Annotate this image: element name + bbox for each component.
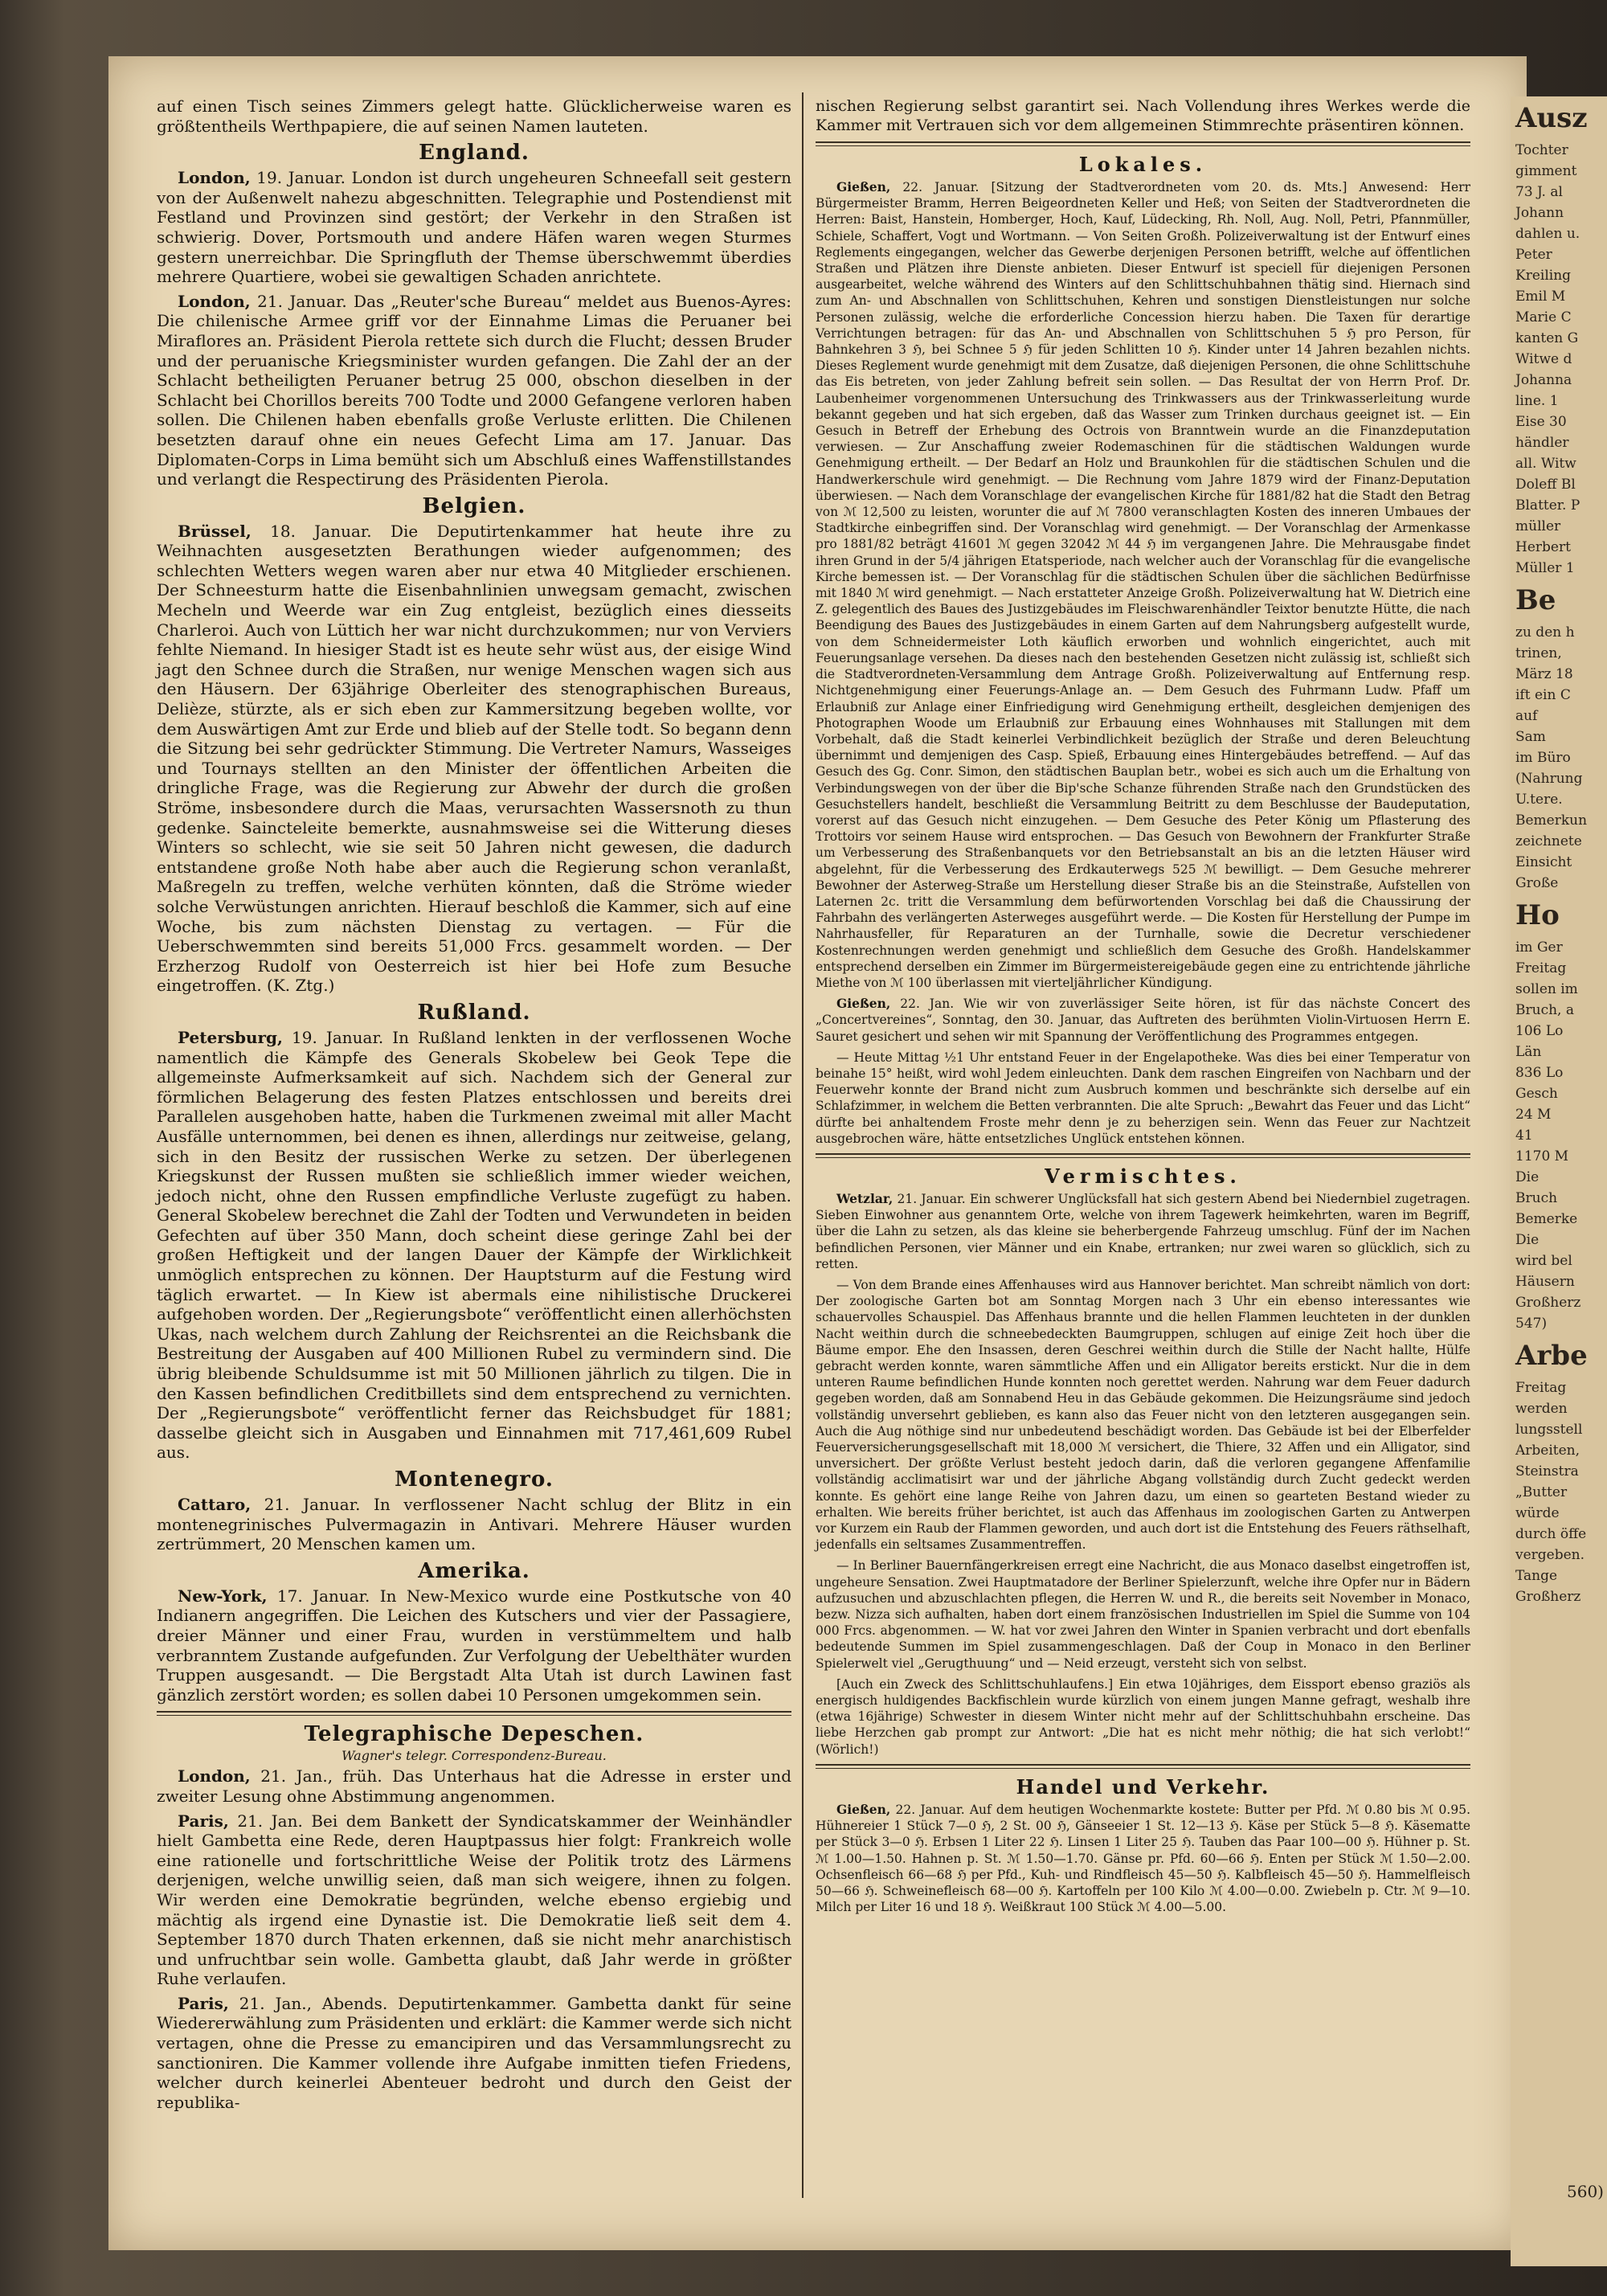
edge-text-fragment: Johann [1515,205,1564,221]
edge-text-fragment: Arbe [1515,1340,1588,1372]
article-text: 22. Jan. Wie wir von zuverlässiger Seite hören, ist für das nächste Concert des „Concertvereines“, Sonntag, den 30. Januar, das Auftreten des berühmten Violin-Virtuosen Herrn E. Sauret gesichert und sehen wir mit Spannung der Veröffentlichung des Programmes entgegen. [816,997,1470,1044]
edge-text-fragment: dahlen u. [1515,226,1580,242]
dateline-place: Gießen, [836,1801,891,1817]
edge-text-fragment: 1170 M [1515,1148,1569,1164]
edge-text-fragment: Bruch [1515,1190,1558,1206]
edge-text-fragment: ift ein C [1515,687,1571,703]
edge-text-fragment: all. Witw [1515,456,1576,472]
edge-text-fragment: lungsstell [1515,1422,1583,1438]
edge-text-fragment: Herbert [1515,539,1571,555]
article-bruessel [157,522,791,996]
section-rule [816,141,1470,146]
edge-text-fragment: 24 M [1515,1107,1552,1123]
article-text: 21. Jan. Bei dem Bankett der Syndicatskammer der Weinhändler hielt Gambetta eine Rede, deren Hauptpassus hier folgt: Frankreich wolle eine rationelle und fortschrittliche Weise der Politik trotz des Lärmens derjenigen, welche unwillig seien, daß man sich weigere, ihnen zu folgen. Wir werden eine Demokratie begründen, welche ebenso ergiebig und mächtig als irgend eine Dynastie ist. Die Demokratie ließ seit dem 4. September 1870 durch Thaten erkennen, daß sie nicht mehr anarchistisch und unfruchtbar sein wolle. Gambetta glaubt, daß Jahr werde in größter Ruhe verlaufen. [157,1811,792,1989]
dateline-place: Brüssel, [178,521,251,541]
edge-text-fragment: zu den h [1515,624,1575,641]
edge-text-fragment: werden [1515,1401,1568,1417]
article-giessen-fire: — Heute Mittag ½1 Uhr entstand Feuer in der Engelapotheke. Was dies bei einer Temperatur von beinahe 15° heißt, wird wohl Jedem einleuchten. Dank dem raschen Eingreifen von Nachbarn und der Feuerwehr konnte der Brand nicht zum Ausbruch kommen und beschränkte sich derselbe auf ein Schlafzimmer, in welchem die Betten verbrannten. Die alte Spruch: „Bewahrt das Feuer und das Licht“ dürfte bei anhaltendem Froste mehr denn je zu beherzigen sein. Wenn das Feuer zur Nachtzeit ausgebrochen wäre, hätte entsetzliches Unglück entstehen können. [816,1050,1470,1146]
section-subheading: Wagner's telegr. Correspondenz-Bureau. [341,1748,607,1764]
section-rule [816,1153,1470,1158]
edge-text-fragment: Arbeiten, [1515,1443,1580,1459]
edge-text-fragment: müller [1515,518,1561,534]
section-rule [157,1711,791,1716]
edge-text-fragment: Großherz [1515,1295,1581,1311]
section-heading-vermischtes: Vermischtes. [1045,1164,1241,1188]
edge-text-fragment: (Nahrung [1515,771,1583,787]
article-text: 18. Januar. Die Deputirtenkammer hat heute ihre zu Weihnachten ausgesetzten Berathungen wieder aufgenommen; des schlechten Wetters wegen waren aber nur etwa 40 Mitglieder erschienen. Der Schneesturm hatte die Eisenbahnlinien unwegsam gemacht, zwischen Mecheln und Weerde war ein Zug entgleist, bezüglich eines diesseits Charleroi. Auch von Lüttich her war nicht durchzukommen; nur von Verviers fehlte Niemand. In hiesiger Stadt ist es heute sehr wüst aus, der eisige Wind jagt den Schnee durch die Straßen, nur wenige Menschen wagen sich aus den Häusern. Der 63jährige Oberleiter des stenographischen Bureaus, Delièze, stürzte, als er sich eben zur Kammersitzung begeben wollte, vor dem Auswärtigen Amt zur Erde und blieb auf der Stelle todt. So begann denn die Sitzung bei sehr gedrückter Stimmung. Die Vertreter Namurs, Wasseiges und Tournays stellten an den Minister der öffentlichen Arbeiten die dringliche Frage, was die Regierung zur Abwehr der durch die großen Ströme, insbesondere durch die Maas, verursachten Wassersnoth zu thun gedenke. Saincteleite bemerkte, ausnahmsweise sei die Witterung dieses Winters so schlecht, wie sie seit 50 Jahren nicht gewesen, die dadurch entstandene große Noth habe aber auch die Regierung schon veranlaßt, Maßregeln zu treffen, welche verhüten könnten, daß die Ströme wieder solche Verwüstungen anrichten. Hierauf beschloß die Kammer, sich auf eine Woche, bis zum nächsten Dienstag zu vertagen. — Für die Ueberschwemmten sind bereits 51,000 Frcs. gesammelt worden. — Der Erzherzog Rudolf von Oesterreich ist hier bei Hofe zum Besuche eingetroffen. (K. Ztg.) [157,521,792,996]
article-text: 21. Jan., früh. Das Unterhaus hat die Adresse in erster und zweiter Lesung ohne Abstimmung angenommen. [157,1766,791,1806]
article-cattaro [157,1495,791,1554]
article-text: 21. Jan., Abends. Deputirtenkammer. Gambetta dankt für seine Wiedererwählung zum Präsidenten und erklärt: die Kammer werde sich nicht vertagen, ohne die Presse zu emancipiren und das Versammlungsrecht zu sanctioniren. Die Kammer vollende ihre Aufgabe inmitten tiefen Friedens, welcher durch keinerlei Abenteuer bedroht und durch den Geist der republika- [157,1993,792,2112]
edge-text-fragment: durch öffe [1515,1526,1587,1542]
edge-text-fragment: Emil M [1515,289,1566,305]
right-column [816,96,1470,1920]
left-column [157,96,791,2117]
section-rule [816,1764,1470,1769]
adjacent-page-edge [1511,96,1607,2266]
article-affenhaus: — Von dem Brande eines Affenhauses wird aus Hannover berichtet. Man schreibt nämlich von dort: Der zoologische Garten bot am Sonntag Morgen nach 3 Uhr ein ebenso interessantes wie schauervolles Schauspiel. Das Affenhaus brannte und die hellen Flammen leuchteten in der dunklen Nacht weithin durch die schneebedeckten Baumgruppen, schlugen auf einige Zeit hoch über die Bäume empor. Ehe den Insassen, deren Geschrei weithin durch die Stille der Nacht hallte, Hülfe gebracht werden konnte, waren sämmtliche Affen und ein Alligator bereits erstickt. Nur die in dem unteren Raume befindlichen Hunde konnten noch gerettet werden. Nahrung war dem Feuer dadurch gegeben worden, daß am Sonnabend Heu in das Gebäude gekommen. Die Heizungsräume sind jedoch vollständig unversehrt geblieben, es kann also das Feuer nicht von den letzteren ausgegangen sein. Auch die Aug nöthige sind nur unbedeutend beschädigt worden. Das Gebäude ist bei der Elberfelder Feuerversicherungsgesellschaft mit 18,000 ℳ versichert, die Thiere, 32 Affen und ein Alligator, sind unversichert. Der größte Verlust besteht jedoch darin, daß die verloren gegangene Affenfamilie vollständig acclimatisirt war und der jährliche Abgang vollständig durch Zucht gedeckt werden konnte. Es gehört eine lange Reihe von Jahren dazu, um einen so gearteten Bestand wieder zu erhalten. Wie bereits früher berichtet, ist auch das Affenhaus im zoologischen Garten zu Antwerpen vor Kurzem ein Raub der Flammen geworden, und auch dort ist die Entstehung des Feuers räthselhaft, jedenfalls ein seltsames Zusammentreffen. [816,1278,1470,1553]
edge-text-fragment: vergeben. [1515,1547,1585,1563]
edge-text-fragment: Bemerke [1515,1211,1578,1227]
section-heading-belgien: Belgien. [422,493,526,518]
article-market-prices [816,1802,1470,1915]
edge-text-fragment: Großherz [1515,1589,1581,1605]
section-heading-montenegro: Montenegro. [395,1467,554,1492]
edge-text-fragment: 836 Lo [1515,1065,1564,1081]
dateline-place: Gießen, [836,996,891,1012]
edge-text-fragment: Steinstra [1515,1463,1579,1480]
edge-text-fragment: Bruch, a [1515,1002,1574,1018]
article-petersburg [157,1028,791,1463]
edge-text-fragment: Häusern [1515,1274,1575,1290]
edge-text-fragment: kanten G [1515,330,1579,346]
article-text: 21. Januar. Ein schwerer Unglücksfall hat sich gestern Abend bei Niedernbiel zugetragen. Sieben Einwohner aus genanntem Orte, welche von ihrem Tagewerk heimkehrten, waren im Begriff, über die Lahn zu setzen, als das kleine sie beherbergende Fahrzeug umschlug. Fünf der im Nachen befindlichen Personen, vier Männer und ein Knabe, ertranken; nur zwei waren so glücklich, sich zu retten. [816,1191,1470,1271]
edge-text-fragment: Müller 1 [1515,560,1575,576]
article-bauernfaenger: — In Berliner Bauernfängerkreisen erregt eine Nachricht, die aus Monaco daselbst eingetroffen ist, ungeheure Sensation. Zwei Hauptmatadore der Berliner Spielerzunft, welche ihre Opfer nur in Bädern aufzusuchen und abzuschlachten pflegen, die Herren W. und R., die bereits seit November in Monaco, bezw. Nizza sich aufhalten, haben dort einem französischen Industriellen im Spiel die Summe von 104 000 Frcs. abgenommen. — W. hat vor zwei Jahren den Winter in Spanien verbracht und dort ebenfalls bedeutende Summen im Spiel zusammengeschlagen. Daß der Coup in Monaco in den Berliner Spielerwelt viel „Gerugthuung“ und — Neid erzeugt, versteht sich von selbst. [816,1558,1470,1671]
article-text: 17. Januar. In New-Mexico wurde eine Postkutsche von 40 Indianern angegriffen. Die Leichen des Kutschers und vier der Passagiere, dreier Männer und einer Frau, wurden in verstümmeltem und halb verbranntem Zustande aufgefunden. Zur Verfolgung der Uebelthäter wurden Truppen ausgesandt. — Die Bergstadt Alta Utah ist durch Lawinen fast gänzlich zerstört worden; es sollen dabei 10 Personen umgekommen sein. [157,1586,792,1705]
article-london-2 [157,292,791,489]
intro-paragraph: auf einen Tisch seines Zimmers gelegt hatte. Glücklicherweise waren es größtentheils Werthpapiere, die auf seinen Namen lauteten. [157,96,791,136]
edge-text-fragment: händler [1515,435,1569,451]
section-heading-amerika: Amerika. [418,1558,530,1583]
edge-text-fragment: würde [1515,1505,1560,1521]
edge-text-fragment: 547) [1515,1316,1548,1332]
edge-text-fragment: wird bel [1515,1253,1572,1269]
edge-text-fragment: line. 1 [1515,393,1559,409]
edge-text-fragment: im Büro [1515,750,1571,766]
page-number: 560) [1567,2182,1604,2201]
edge-text-fragment: 73 J. al [1515,184,1563,200]
edge-text-fragment: März 18 [1515,666,1573,682]
edge-text-fragment: 106 Lo [1515,1023,1564,1039]
article-text: 21. Januar. In verflossener Nacht schlug der Blitz in ein montenegrinisches Pulvermagazin in Antivari. Mehrere Häuser wurden zertrümmert, 20 Menschen kamen um. [157,1495,791,1554]
edge-text-fragment: auf [1515,708,1538,724]
section-heading-handel: Handel und Verkehr. [1016,1774,1270,1799]
edge-text-fragment: „Butter [1515,1484,1568,1500]
edge-text-fragment: Die [1515,1232,1540,1248]
column-divider [802,92,804,2198]
edge-text-fragment: Be [1515,584,1556,616]
edge-text-fragment: Tange [1515,1568,1558,1584]
article-tel-london [157,1766,791,1806]
dateline-place: Paris, [178,1811,229,1831]
edge-text-fragment: U.tere. [1515,792,1563,808]
edge-text-fragment: Freitag [1515,960,1567,976]
edge-text-fragment: Die [1515,1169,1540,1185]
article-london-1 [157,168,791,287]
edge-text-fragment: Freitag [1515,1380,1567,1396]
article-giessen-council [816,179,1470,991]
dateline-place: New-York, [178,1586,268,1606]
edge-text-fragment: trinen, [1515,645,1562,661]
article-tel-paris-1 [157,1811,791,1989]
edge-text-fragment: zeichnete [1515,833,1582,849]
edge-text-fragment: Tochter [1515,142,1568,158]
edge-text-fragment: Große [1515,875,1559,891]
edge-text-fragment: Johanna [1515,372,1572,388]
edge-text-fragment: Län [1515,1044,1542,1060]
article-newyork [157,1586,791,1705]
edge-text-fragment: Doleff Bl [1515,477,1576,493]
edge-text-fragment: Peter [1515,247,1552,263]
edge-text-fragment: Bemerkun [1515,812,1588,829]
dateline-place: Wetzlar, [836,1190,893,1206]
article-tel-paris-2 [157,1994,791,2113]
article-text: 22. Januar. [Sitzung der Stadtverordneten vom 20. ds. Mts.] Anwesend: Herr Bürgermeister Bramm, Herren Beigeordneten Keller und Heß; von Seiten der Stadtverordneten die Herren: Baist, Hanstein, Homberger, Hoch, Kauf, Lüdecking, Rh. Noll, Aug. Noll, Petri, Pfannmüller, Schiele, Schaffert, Vogt und Wortmann. — Von Seiten Großh. Polizeiverwaltung ist der Entwurf eines Reglements eingegangen, welcher das Gewerbe derjenigen Personen betrifft, welche auf öffentlichen Straßen und Plätzen ihre Dienste anbieten. Dieser Entwurf ist speciell für diejenigen Personen ausgearbeitet, welche während des Winters auf den Schlittschuhbahnen thätig sind. Hiernach sind zum An- und Abschnallen von Schlittschuhen, Kehren und sonstigen Dienstleistungen nur solche Personen zulässig, welche die erforderliche Concession hierzu haben. Die Taxen für derartige Verrichtungen betragen: für das An- und Abschnallen von Schlittschuhen 5 ℌ pro Person, für Bahnkehren 3 ℌ, bei Schnee 5 ℌ für jeden Schlitten 10 ℌ. Kinder unter 14 Jahren bezahlen nichts. Dieses Reglement wurde genehmigt mit dem Zusatze, daß diejenigen Personen, die ohne Schlittschuhe das Eis betreten, von jeder Zahlung befreit sein sollen. — Das Resultat der von Herrn Prof. Dr. Laubenheimer vorgenommenen Untersuchung des Trinkwassers aus der Trinkwasserleitung wurde bekannt gegeben und hat sich ergeben, daß das Wasser zum Trinken durchaus geeignet ist. — Ein Gesuch in Betreff der Erhebung des Octrois von Branntwein wurde an die Finanzdeputation verwiesen. — Zur Anschaffung zweier Rodemaschinen für die städtischen Waldungen wurde Genehmigung ertheilt. — Der Bedarf an Holz und Braunkohlen für die städtischen Schulen und die Handwerkerschule wird genehmigt. — Die Rechnung vom Jahre 1879 wird der Finanz-Deputation überwiesen. — Nach dem Voranschlage der evangelischen Kirche für 1881/82 hat die Stadt den Betrag von ℳ 12,500 zu leisten, worunter die auf ℳ 7800 veranschlagten Kosten des inneren Umbaues der Stadtkirche einbegriffen sind. Der Voranschlag wird genehmigt. — Der Voranschlag der Armenkasse pro 1881/82 beträgt 41601 ℳ gegen 32042 ℳ 44 ℌ im vergangenen Jahre. Die Mehrausgabe findet ihren Grund in der 5/4 jährigen Etatsperiode, nach welcher auch der Voranschlag für die evangelische Kirche bemessen ist. — Der Voranschlag für die städtischen Schulen über die sächlichen Bedürfnisse mit 1840 ℳ wird genehmigt. — Nach erstatteter Anzeige Großh. Polizeiverwaltung hat W. Dietrich eine Z. gelegentlich des Baues des Justizgebäudes im Fleischwarenhändler Teixtor benutzte Hütte, die nach Beendigung des Baues des Justizgebäudes in einem Garten auf dem Nahrungsberg aufgestellt wurde, von dem Schneidermeister Loth käuflich erworben und wohnlich eingerichtet, auch mit Feuerungsanlage versehen. Da dieses nach den bestehenden Gesetzen nicht zulässig ist, schließt sich die Stadtverordneten-Versammlung dem Antrage Großh. Polizeiverwaltung auf Entfernung resp. Nichtgenehmigung einer Feuerungs-Anlage an. — Dem Gesuch des Fuhrmann Ludw. Pfaff um Erlaubniß zur Anlage einer Einfriedigung wird Genehmigung ertheilt, desgleichen demjenigen des Photographen Woode um Erlaubniß zur Erbauung eines Wohnhauses mit Stallungen mit dem Vorbehalt, daß die Stadt keinerlei Verbindlichkeit bezüglich der Straße und deren Beleuchtung übernimmt und demjenigen des Casp. Spieß, Erbauung eines Hintergebäudes betreffend. — Auf das Gesuch des Gg. Conr. Simon, den städtischen Bauplan betr., wobei es sich auch um die Erhaltung von Verbindungswegen von der über die Bip'sche Schanze führenden Straße nach den Grundstücken des Gesuchstellers handelt, beschließt die Versammlung Beitritt zu dem Beschlusse der Baudeputation, vorerst auf das Gesuch nicht einzugehen. — Dem Gesuche des Peter König um Pflasterung des Trottoirs vor seinem Hause wird entsprochen. — Das Gesuch von Bewohnern der Frankfurter Straße um Verbesserung des Straßenbanquets vor den Betriebsanstalt an bis an die letzten Häuser wird abgelehnt, für die Verbesserung des Erdkauterwegs 525 ℳ bewilligt. — Dem Gesuche mehrerer Bewohner der Asterweg-Straße um Herstellung dieser Straße bis an die Steinstraße, Aufstellen von Laternen 2c. tritt die Versammlung dem befürwortenden Vorschlag bei daß die Chaussirung der Fahrbahn des verlängerten Asterweges ausgeführt werde. — Die Kosten für Herstellung der Pumpe im Nahrhausfeller, für Reparaturen an der Turnhalle, sowie die Decretur verschiedener Kostenrechnungen werden genehmigt und schließlich dem Gesuche des Großh. Handelskammer entsprechend derselben ein Zimmer im Bürgermeistereigebäude gegen eine zu entrichtende jährliche Miethe von ℳ 100 überlassen mit vierteljährlicher Kündigung. [816,180,1470,990]
dateline-place: Petersburg, [178,1027,283,1047]
edge-text-fragment: im Ger [1515,939,1563,956]
article-text: 21. Januar. Das „Reuter'sche Bureau“ meldet aus Buenos-Ayres: Die chilenische Armee griff vor der Einnahme Limas die Peruaner bei Miraflores an. Präsident Pierola rettete sich durch die Flucht; dessen Bruder und der peruanische Kriegsminister wurden gefangen. Die Zahl der an der Schlacht betheiligten Peruaner betrug 25 000, obschon dieselben in der Schlacht bei Chorillos bereits 700 Todte und 2000 Gefangene verloren haben sollen. Die Chilenen haben ebenfalls große Verluste erlitten. Die Chilenen besetzten darauf ohne ein neues Gefecht Lima am 17. Januar. Das Diplomaten-Corps in Lima bemüht sich um Abschluß eines Waffenstillstandes und verlangt die Respectirung des Präsidenten Pierola. [157,291,791,489]
edge-text-fragment: Witwe d [1515,351,1572,367]
edge-text-fragment: Sam [1515,729,1546,745]
article-giessen-concert [816,996,1470,1045]
dateline-place: Paris, [178,1993,229,2013]
intro-paragraph: nischen Regierung selbst garantirt sei. Nach Vollendung ihres Werkes werde die Kammer mit Vertrauen sich vor dem allgemeinen Stimmrechte präsentiren können. [816,97,1470,134]
edge-text-fragment: Ho [1515,899,1560,931]
dateline-place: London, [178,291,251,311]
edge-text-fragment: sollen im [1515,981,1578,997]
edge-text-fragment: gimment [1515,163,1577,179]
edge-text-fragment: Blatter. P [1515,497,1580,514]
dateline-place: London, [178,1766,251,1786]
section-heading-lokales: Lokales. [1078,153,1208,176]
article-wetzlar [816,1191,1470,1272]
article-text: 22. Januar. Auf dem heutigen Wochenmarkte kostete: Butter per Pfd. ℳ 0.80 bis ℳ 0.95. Hühnereier 1 Stück 7—0 ℌ, 2 St. 00 ℌ, Gänseeier 1 St. 12—13 ℌ. Käse per Stück 5—8 ℌ. Käsematte per Stück 3—0 ℌ. Erbsen 1 Liter 22 ℌ. Linsen 1 Liter 25 ℌ. Tauben das Paar 100—00 ℌ. Hühner p. St. ℳ 1.00—1.50. Hahnen p. St. ℳ 1.50—1.70. Gänse pr. Pfd. 60—66 ℌ. Enten per Stück ℳ 1.50—2.00. Ochsenfleisch 66—68 ℌ per Pfd., Kuh- und Rindfleisch 45—50 ℌ. Kalbfleisch 45—50 ℌ. Hammelfleisch 50—66 ℌ. Schweinefleisch 68—00 ℌ. Kartoffeln per 100 Kilo ℳ 4.00—0.00. Zwiebeln p. Ctr. ℳ 9—10. Milch per Liter 16 und 18 ℌ. Weißkraut 100 Stück ℳ 4.00—5.00. [816,1802,1470,1915]
dateline-place: Gießen, [836,179,891,194]
edge-text-fragment: 41 [1515,1128,1533,1144]
article-text: 19. Januar. In Rußland lenkten in der verflossenen Woche namentlich die Kämpfe des Generals Skobelew bei Geok Tepe die allgemeinste Aufmerksamkeit auf sich. Nachdem sich der General zur förmlichen Belagerung des festen Platzes entschlossen und bereits drei Parallelen ausgehoben hatte, haben die Turkmenen zweimal mit aller Macht Ausfälle unternommen, bei denen es ihnen, allerdings nur zeitweise, gelang, sich in den Besitz der russischen Werke zu setzen. Der überlegenen Kriegskunst der Russen mußten sie schließlich immer wieder weichen, jedoch nicht, ohne den Russen empfindliche Verluste zugefügt zu haben. General Skobelew berechnet die Zahl der Todten und Verwundeten in beiden Gefechten auf über 350 Mann, doch scheint diese geringe Zahl bei der großen Heftigkeit und der langen Dauer der Kämpfe der Wirklichkeit unmöglich entsprechen zu können. Der Hauptsturm auf die Festung wird täglich erwartet. — In Kiew ist abermals eine nihilistische Druckerei aufgehoben worden. Der „Regierungsbote“ veröffentlicht einen allerhöchsten Ukas, nach welchem durch Zahlung der Reichsrentei an die Reichsbank die Bestreitung der Ausgaben auf 400 Millionen Rubel zu vermindern sind. Die übrig bleibende Schuldsumme ist mit 50 Millionen jährlich zu tilgen. Die in den Kassen befindlichen Creditbillets sind dem entsprechend zu vernichten. Der „Regierungsbote“ veröffentlicht ferner das Reichsbudget für 1881; dasselbe gleicht sich in Ausgaben und Einnahmen mit 717,461,609 Rubel aus. [157,1027,791,1463]
edge-text-fragment: Eise 30 [1515,414,1567,430]
edge-text-fragment: Marie C [1515,309,1572,325]
edge-text-fragment: Ausz [1515,102,1588,134]
edge-text-fragment: Kreiling [1515,268,1572,284]
article-text: 19. Januar. London ist durch ungeheuren Schneefall seit gestern von der Außenwelt nahezu abgeschnitten. Telegraphie und Postendienst mit Festland und Provinzen sind gestört; der Verkehr in den Straßen ist schwierig. Dover, Portsmouth und andere Häfen waren wegen Sturmes gestern unerreichbar. Die Springfluth der Themse überschwemmt überdies mehrere Quartiere, wobei sie gewaltigen Schaden anrichtete. [157,168,791,287]
section-heading-telegraphic: Telegraphische Depeschen. [304,1722,644,1747]
dateline-place: London, [178,168,251,188]
edge-text-fragment: Gesch [1515,1086,1558,1102]
section-heading-england: England. [419,141,530,166]
dateline-place: Cattaro, [178,1495,251,1514]
article-schlittschuh: [Auch ein Zweck des Schlittschuhlaufens.] Ein etwa 10jähriges, dem Eissport ebenso graziös als energisch huldigendes Backfischlein wurde kürzlich von einem jungen Manne gefragt, weshalb ihre (etwa 16jährige) Schwester in diesem Winter nicht mehr auf der Schlittschuhbahn erscheine. Das liebe Herzchen gab prompt zur Antwort: „Die hat es nicht mehr nöthig; die hat sich verlobt!“ (Wörlich!) [816,1676,1470,1757]
section-heading-russland: Rußland. [417,1000,531,1025]
edge-text-fragment: Einsicht [1515,854,1572,870]
